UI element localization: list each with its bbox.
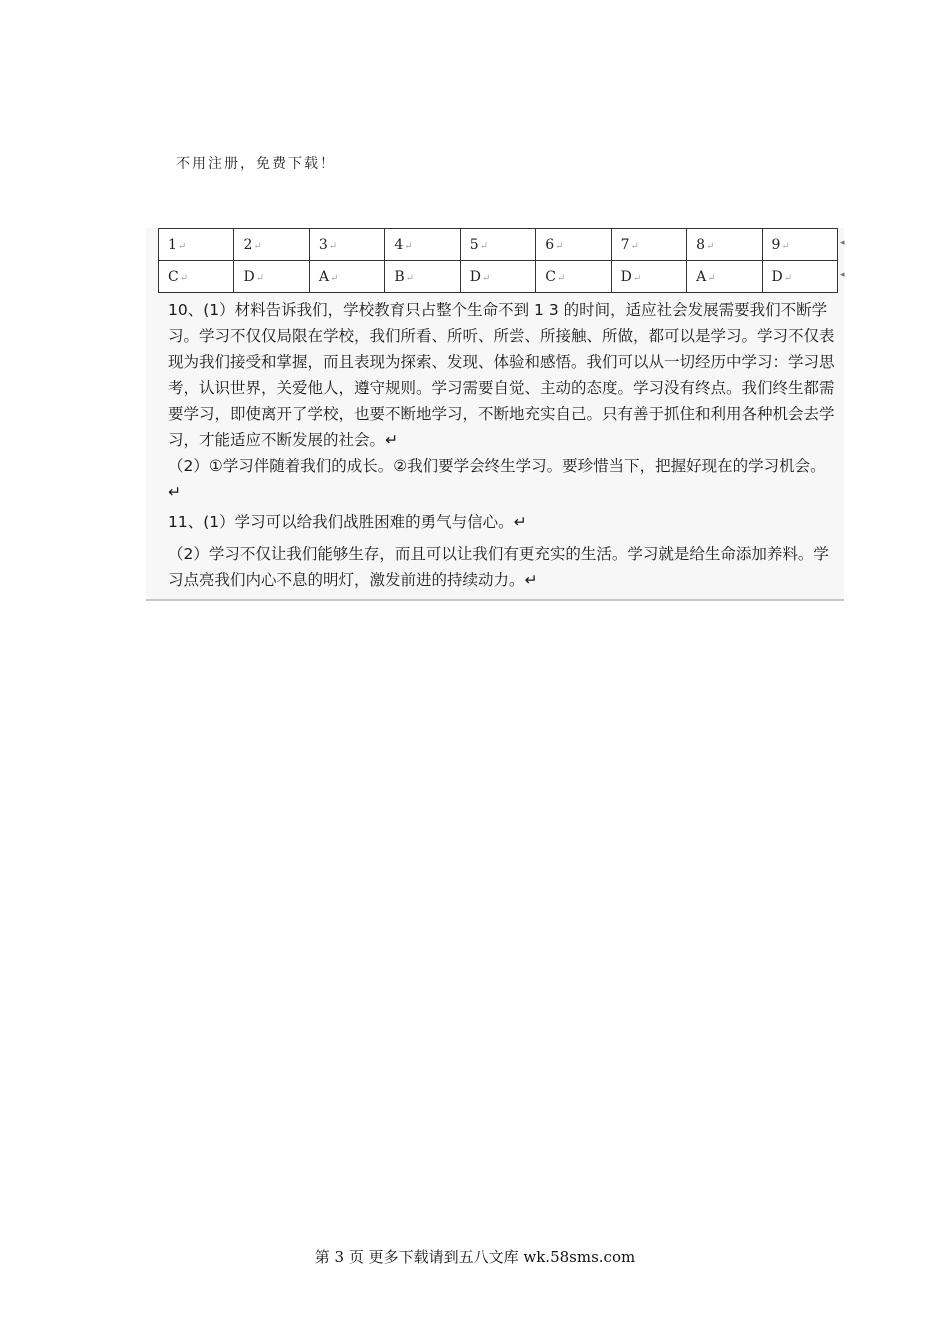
cell-end-mark: ↵ bbox=[328, 240, 338, 252]
question-number-cell: 7↵ bbox=[611, 229, 686, 261]
question-number-row bbox=[159, 229, 838, 261]
question-number-cell: 4↵ bbox=[385, 229, 460, 261]
answer-cell: A↵ bbox=[687, 261, 762, 293]
question-number-cell: 5↵ bbox=[460, 229, 535, 261]
cell-end-mark: ↵ bbox=[177, 240, 187, 252]
cell-end-mark: ↵ bbox=[404, 240, 413, 252]
question-number-cell: 1↵ bbox=[159, 229, 234, 261]
q11-part1-paragraph: 11、(1）学习可以给我们战胜困难的勇气与信心。↵ bbox=[168, 513, 527, 531]
answer-text bbox=[146, 293, 836, 599]
cell-end-mark: ↵ bbox=[179, 272, 189, 284]
question-number-cell: 2↵ bbox=[234, 229, 309, 261]
page-footer: 第 3 页 更多下载请到五八文库 wk.58sms.com bbox=[314, 1248, 636, 1266]
cell-end-mark: ↵ bbox=[630, 240, 639, 252]
answer-cell: C↵ bbox=[159, 261, 234, 293]
answer-table bbox=[158, 228, 838, 293]
cell-end-mark: ↵ bbox=[783, 272, 793, 284]
cell-end-mark: ↵ bbox=[405, 272, 414, 284]
answer-cell: D↵ bbox=[762, 261, 838, 293]
row-end-mark: ◂ bbox=[840, 270, 845, 280]
answer-cell: C↵ bbox=[536, 261, 611, 293]
cell-end-mark: ↵ bbox=[555, 240, 564, 252]
cell-end-mark: ↵ bbox=[481, 272, 491, 284]
header-note: 不用注册，免费下载！ bbox=[176, 156, 336, 172]
row-end-mark: ◂ bbox=[840, 238, 845, 248]
cell-end-mark: ↵ bbox=[255, 272, 265, 284]
cell-end-mark: ↵ bbox=[479, 240, 489, 252]
answer-cell: D↵ bbox=[611, 261, 686, 293]
question-number-cell: 9↵ bbox=[762, 229, 838, 261]
answer-row bbox=[159, 261, 838, 293]
cell-end-mark: ↵ bbox=[253, 240, 262, 252]
answer-block bbox=[146, 228, 844, 601]
q10-part1-paragraph: 10、(1）材料告诉我们，学校教育只占整个生命不到 1 3 的时间，适应社会发展需要我们不断学习。学习不仅仅局限在学校，我们所看、所听、所尝、所接触、所做，都可以是学习。学习不仅表现为我们接受和掌握，而且表现为探索、发现、体验和感悟。我们可以从一切经历中学习：学习思考，认识世界，关爱他人，遵守规则。学习需要自觉、主动的态度。学习没有终点。我们终生都需要学习，即使离开了学校，也要不断地学习，不断地充实自己。只有善于抓住和利用各种机会去学习，才能适应不断发展的社会。↵ bbox=[168, 301, 835, 449]
cell-end-mark: ↵ bbox=[632, 272, 642, 284]
answer-cell: D↵ bbox=[234, 261, 309, 293]
q10-part2-paragraph: （2）①学习伴随着我们的成长。②我们要学会终生学习。要珍惜当下，把握好现在的学习机会。↵ bbox=[168, 457, 826, 501]
question-number-cell: 8↵ bbox=[687, 229, 762, 261]
q11-part2-paragraph: （2）学习不仅让我们能够生存，而且可以让我们有更充实的生活。学习就是给生命添加养料。学习点亮我们内心不息的明灯，激发前进的持续动力。↵ bbox=[168, 545, 829, 589]
cell-end-mark: ↵ bbox=[707, 272, 716, 284]
answer-cell: A↵ bbox=[309, 261, 384, 293]
cell-end-mark: ↵ bbox=[781, 240, 790, 252]
question-number-cell: 3↵ bbox=[309, 229, 384, 261]
cell-end-mark: ↵ bbox=[705, 240, 715, 252]
answer-cell: D↵ bbox=[460, 261, 535, 293]
cell-end-mark: ↵ bbox=[556, 272, 566, 284]
answer-cell: B↵ bbox=[385, 261, 460, 293]
cell-end-mark: ↵ bbox=[330, 272, 339, 284]
question-number-cell: 6↵ bbox=[536, 229, 611, 261]
